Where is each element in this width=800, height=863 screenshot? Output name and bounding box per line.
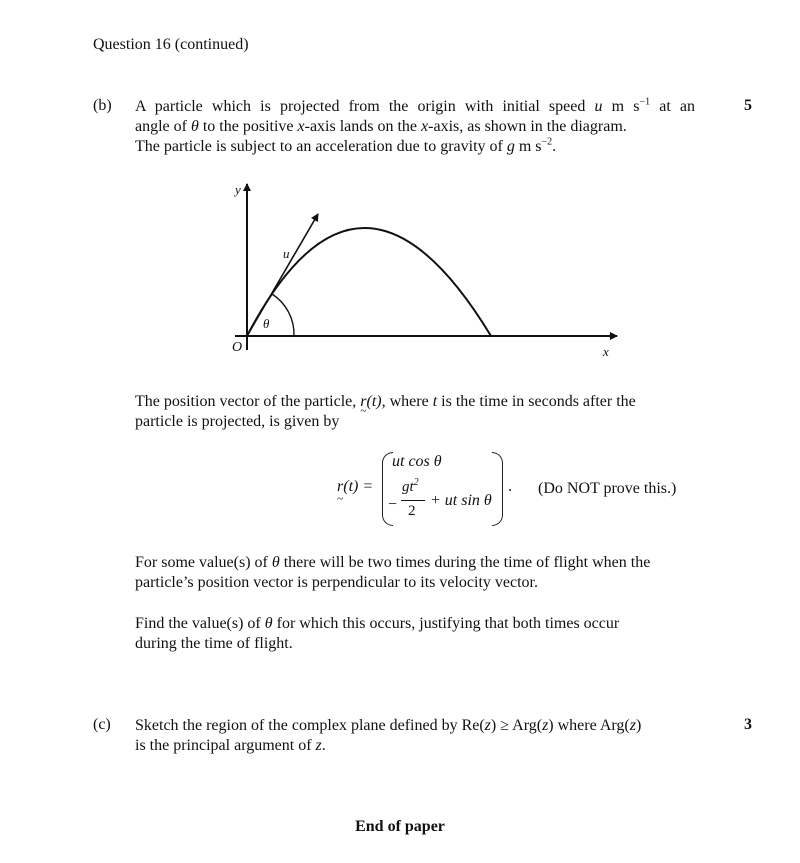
u-label: u	[283, 246, 290, 261]
perp-line-2: particle’s position vector is perpendicular to its velocity vector.	[135, 574, 538, 591]
part-c-line-1: Sketch the region of the complex plane defined by Re(z) ≥ Arg(z) where Arg(z)	[135, 717, 642, 734]
x-axis-label: x	[603, 344, 609, 359]
projectile-diagram	[215, 180, 625, 370]
position-vector-text	[135, 392, 695, 432]
intro-line-1: A particle which is projected from the origin with initial speed u m $s^{-1}$ at an	[135, 96, 696, 115]
perpendicular-text	[135, 553, 695, 593]
bottom-rest: + ut sin θ	[430, 492, 492, 509]
y-axis-label: y	[235, 182, 241, 197]
page-header: Question 16 (continued)	[93, 36, 249, 53]
find-line-2: during the time of flight.	[135, 635, 293, 652]
do-not-prove-note: (Do NOT prove this.)	[538, 480, 677, 497]
part-b-label: (b)	[93, 97, 112, 114]
part-b-intro	[135, 97, 695, 157]
intro-line-2: angle of θ to the positive x-axis lands on the x-axis, as shown in the diagram.	[135, 118, 627, 135]
part-b-marks: 5	[744, 97, 752, 114]
origin-label: O	[232, 340, 243, 355]
equation-period: .	[508, 478, 512, 495]
theta-label: θ	[263, 316, 270, 331]
angle-arc	[272, 294, 294, 336]
part-c-marks: 3	[744, 716, 752, 733]
intro-line-3: The particle is subject to an acceleration due to gravity of g m $s^{-2}$.	[135, 136, 557, 155]
bottom-denominator: 2	[408, 503, 416, 519]
bottom-numerator: $gt^2$	[402, 477, 419, 495]
find-line-1: Find the value(s) of θ for which this occurs, justifying that both times occur	[135, 615, 620, 632]
end-of-paper: End of paper	[355, 818, 445, 835]
part-c-text	[135, 716, 705, 756]
part-c-label: (c)	[93, 716, 111, 733]
right-parenthesis	[492, 452, 503, 526]
equation-lhs: r ~(t) =	[337, 478, 373, 496]
position-line-1: The position vector of the particle, r ~(t), where t is the time in seconds after the	[135, 392, 695, 412]
trajectory-curve	[247, 228, 491, 336]
fraction-bar	[401, 500, 425, 501]
projectile-diagram-svg	[215, 180, 625, 370]
perp-line-1: For some value(s) of θ there will be two times during the time of flight when the	[135, 554, 651, 571]
part-c-line-2: is the principal argument of z.	[135, 737, 326, 754]
position-line-2: particle is projected, is given by	[135, 413, 340, 430]
vector-top-component: ut cos θ	[392, 453, 442, 470]
bottom-minus: −	[388, 496, 398, 513]
position-equation	[330, 450, 710, 530]
find-text	[135, 614, 695, 654]
